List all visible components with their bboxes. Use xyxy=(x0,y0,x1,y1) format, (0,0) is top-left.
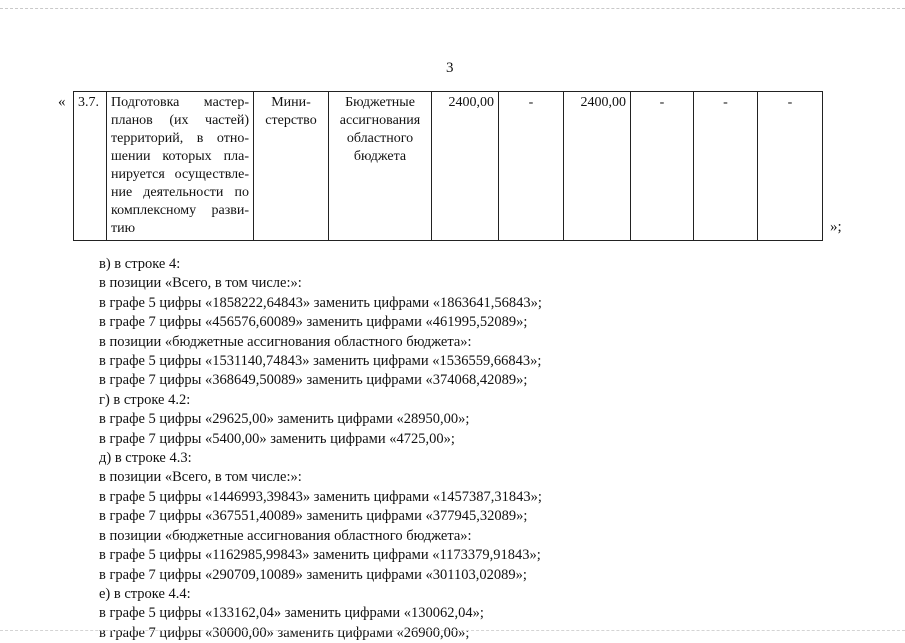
list-item: в графе 7 цифры «5400,00» заменить цифрами «4725,00»; xyxy=(99,430,455,447)
cell-col-7-amount: 2400,00 xyxy=(564,92,631,241)
list-item: в графе 5 цифры «29625,00» заменить цифрами «28950,00»; xyxy=(99,411,470,428)
amendment-list xyxy=(99,255,859,643)
scan-edge-bottom xyxy=(0,630,905,632)
scan-edge-top xyxy=(0,8,905,10)
cell-col-10: - xyxy=(758,92,823,241)
list-item: в графе 7 цифры «290709,10089» заменить цифрами «301103,02089»; xyxy=(99,566,527,583)
cell-funding-source: Бюджетные ассигнования областного бюджета xyxy=(329,92,432,241)
closing-quote-mark: »; xyxy=(830,219,842,235)
cell-col-6: - xyxy=(499,92,564,241)
list-item: в графе 7 цифры «368649,50089» заменить цифрами «374068,42089»; xyxy=(99,372,528,389)
cell-total-amount: 2400,00 xyxy=(432,92,499,241)
list-item: г) в строке 4.2: xyxy=(99,391,191,408)
opening-quote-mark: « xyxy=(58,94,66,110)
list-item: д) в строке 4.3: xyxy=(99,450,192,467)
list-item: в графе 7 цифры «30000,00» заменить цифрами «26900,00»; xyxy=(99,624,470,641)
list-item: в графе 5 цифры «1531140,74843» заменить цифрами «1536559,66843»; xyxy=(99,353,542,370)
list-item: в графе 5 цифры «1446993,39843» заменить цифрами «1457387,31843»; xyxy=(99,488,542,505)
list-item: в позиции «Всего, в том числе:»: xyxy=(99,275,302,292)
list-item: в графе 5 цифры «133162,04» заменить цифрами «130062,04»; xyxy=(99,605,484,622)
cell-col-8: - xyxy=(631,92,694,241)
table-row xyxy=(74,92,823,241)
cell-executor: Мини-стерство xyxy=(254,92,329,241)
cell-row-number: 3.7. xyxy=(74,92,107,241)
list-item: в графе 5 цифры «1858222,64843» заменить цифрами «1863641,56843»; xyxy=(99,294,542,311)
list-item: в позиции «бюджетные ассигнования областного бюджета»: xyxy=(99,527,472,544)
program-table-row xyxy=(73,91,823,241)
list-item: в графе 7 цифры «367551,40089» заменить цифрами «377945,32089»; xyxy=(99,508,528,525)
page-number: 3 xyxy=(446,60,454,76)
list-item: в позиции «бюджетные ассигнования областного бюджета»: xyxy=(99,333,472,350)
list-item: в) в строке 4: xyxy=(99,256,181,272)
list-item: в графе 7 цифры «456576,60089» заменить цифрами «461995,52089»; xyxy=(99,314,528,331)
list-item: в позиции «Всего, в том числе:»: xyxy=(99,469,302,486)
list-item: в графе 5 цифры «1162985,99843» заменить цифрами «1173379,91843»; xyxy=(99,547,541,564)
cell-activity-name: Подготовка мастер-планов (их частей) территорий, в отно-шении которых пла-нируется осуществле-ние деятельности по комплексному разви-тию xyxy=(107,92,254,241)
cell-col-9: - xyxy=(694,92,758,241)
list-item: е) в строке 4.4: xyxy=(99,585,191,602)
